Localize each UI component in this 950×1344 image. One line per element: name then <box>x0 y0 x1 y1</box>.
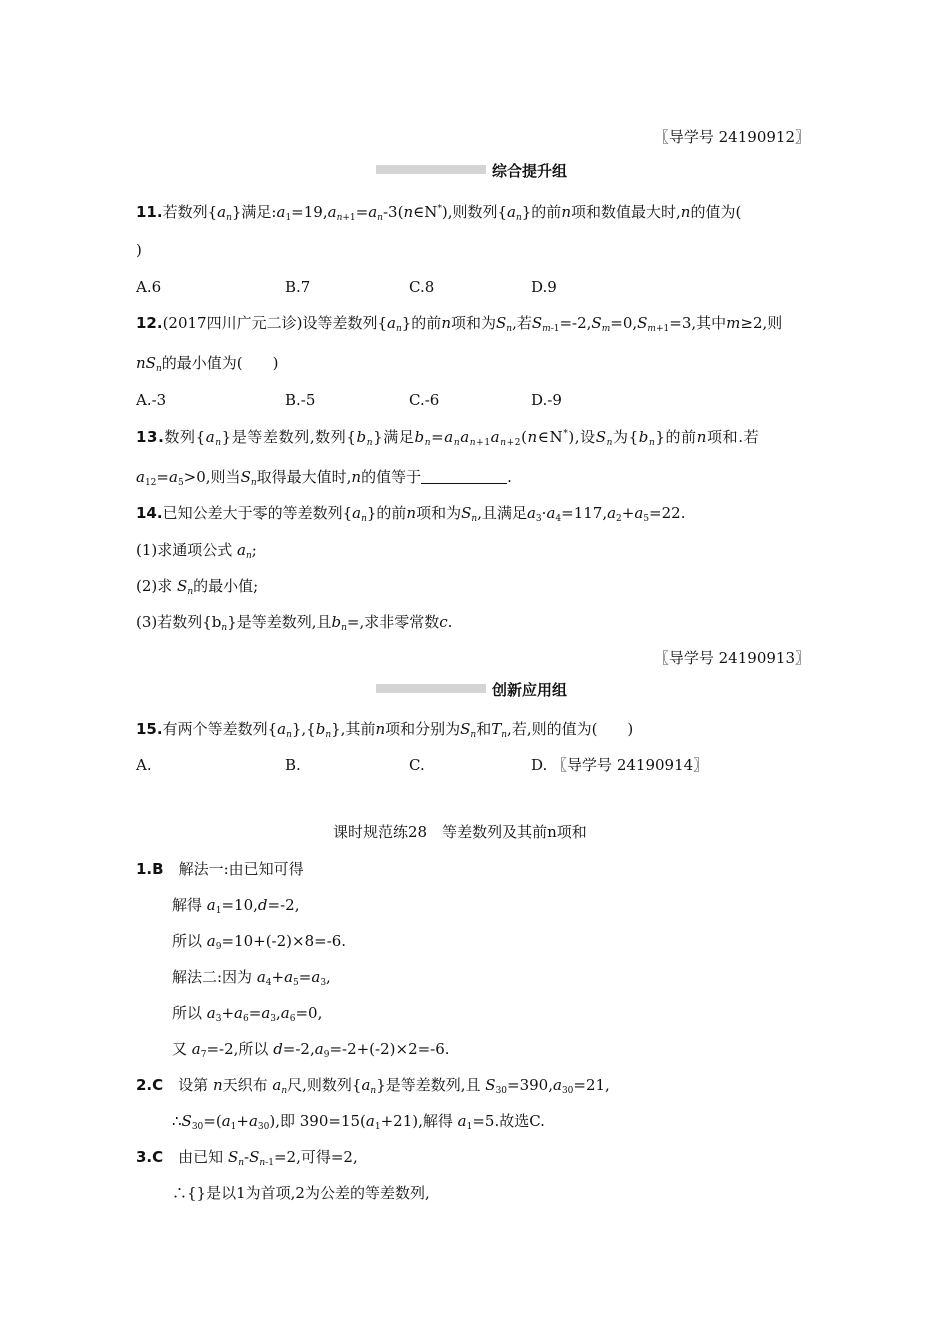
answer-3-line: ∴{}是以1为首项,2为公差的等差数列, <box>172 1184 430 1202</box>
question-14-part-2: (2)求 $S_n$的最小值; <box>136 577 259 597</box>
question-11: 11.若数列$\{a_n\}$满足$:a_1=19,a_{n+1}=a_n-3(n\in N^*)$,则数列$\{a_n\}$的前n项和数值最大时,n的值为( <box>136 203 742 223</box>
question-11-close: ) <box>136 241 142 259</box>
question-13-cont: $a_{12}=a_5>0$,则当$S_n$取得最大值时,n的值等于 . <box>136 468 512 488</box>
answer-2-line: $\therefore S_{30}=(a_1+a_{30})$,即 $390=15(a_1+21)$,解得 $a_1=5$.故选C. <box>172 1112 545 1132</box>
option-a: A.-3 <box>136 391 167 409</box>
question-15: 15.有两个等差数列$\{a_n\},\{b_n\}$,其前n项和分别为$S_n$和$T_n$,若,则的值为( ) <box>136 720 634 740</box>
question-number: 13. <box>136 428 165 446</box>
answers-title: 课时规范练28 等差数列及其前n项和 <box>333 823 587 841</box>
answer-2: 2.C 设第 n天织布 $a_n$尺,则数列$\{a_n\}$是等差数列,且 $S_{30}=390,a_{30}=21$, <box>136 1076 610 1096</box>
answer-1-line: 解得 $a_1=10,d=-2$, <box>172 896 300 916</box>
guide-number-ref: 〖导学号 24190913〗 <box>653 649 810 667</box>
answer-text: 解法一:由已知可得 <box>178 860 304 878</box>
answer-number: 3.C <box>136 1148 164 1166</box>
answer-1-line: 解法二:因为 $a_4+a_5=a_3$, <box>172 968 331 988</box>
question-14-part-1: (1)求通项公式 $a_n$; <box>136 541 257 561</box>
option-c: C. <box>409 756 425 774</box>
answer-3: 3.C 由已知 $S_n-S_{n-1}=2$,可得=2, <box>136 1148 358 1168</box>
question-number: 15. <box>136 720 163 738</box>
answer-blank[interactable] <box>421 469 507 484</box>
option-c: C.-6 <box>409 391 440 409</box>
answer-number: 1.B <box>136 860 164 878</box>
answer-1-line: 所以 $a_9=10+(-2)\times 8=-6$. <box>172 932 347 952</box>
option-b: B.-5 <box>285 391 316 409</box>
question-12-cont: $nS_n$的最小值为( ) <box>136 354 279 374</box>
guide-number-ref: 〖导学号 24190912〗 <box>653 128 810 146</box>
question-number: 12. <box>136 314 163 332</box>
section-heading-label: 创新应用组 <box>492 681 568 699</box>
question-number: 11. <box>136 203 163 221</box>
question-13: 13.数列$\{a_n\}$是等差数列,数列$\{b_n\}$满足$b_n=a_na_{n+1}a_{n+2}(n\in N^*)$,设$S_n$为$\{b_n\}$的前n项和.若 <box>136 428 760 448</box>
part-label: (2)求 <box>136 577 173 595</box>
option-d: D.9 <box>531 278 557 296</box>
question-number: 14. <box>136 504 163 522</box>
option-c: C.8 <box>409 278 435 296</box>
part-label: (1)求通项公式 <box>136 541 233 559</box>
heading-bar <box>376 684 486 693</box>
part-label: (3)若数列{b <box>136 613 222 631</box>
answer-1 <box>136 859 304 879</box>
option-b: B. <box>285 756 301 774</box>
question-12: 12.(2017四川广元二诊)设等差数列$\{a_n\}$的前n项和为$S_n$,若$S_{m-1}=-2,S_m=0,S_{m+1}=3$,其中m≥2,则 <box>136 314 783 334</box>
option-d: D.-9 <box>531 391 562 409</box>
option-d <box>531 755 708 775</box>
guide-number-ref: 〖导学号 24190914〗 <box>552 756 709 774</box>
question-14-part-3: (3)若数列$\{b_n\}$是等差数列,且$b_n=$,求非零常数c. <box>136 613 453 633</box>
heading-bar <box>376 165 486 174</box>
option-b: B.7 <box>285 278 311 296</box>
answer-1-line: 又 $a_7=-2$,所以 $d=-2,a_9=-2+(-2)\times 2=-6$. <box>172 1040 450 1060</box>
option-d-label: D. <box>531 756 548 774</box>
answer-number: 2.C <box>136 1076 164 1094</box>
option-a: A. <box>136 756 152 774</box>
answer-1-line: 所以 $a_3+a_6=a_3,a_6=0$, <box>172 1004 323 1024</box>
section-heading-label: 综合提升组 <box>492 162 568 180</box>
option-a: A.6 <box>136 278 162 296</box>
question-14: 14.已知公差大于零的等差数列$\{a_n\}$的前n项和为$S_n$,且满足$a_3\cdot a_4=117,a_2+a_5=22$. <box>136 504 686 524</box>
